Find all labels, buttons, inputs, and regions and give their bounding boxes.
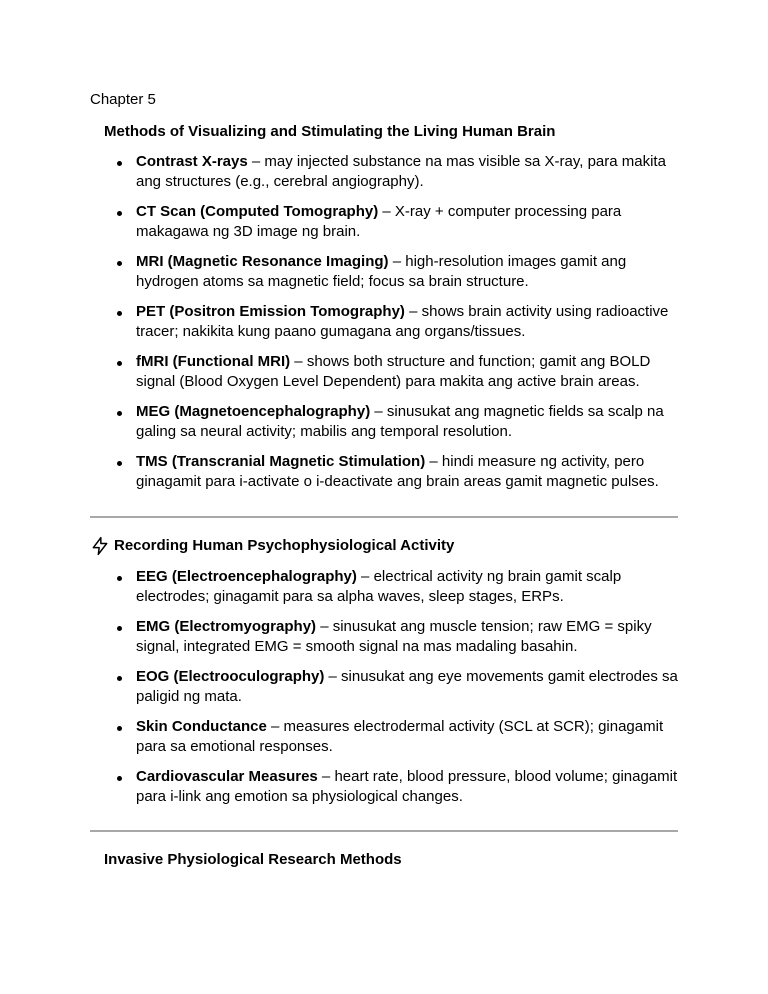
bullet-icon [117, 261, 122, 266]
chapter-label: Chapter 5 [90, 91, 156, 108]
bullet-icon [117, 726, 122, 731]
list-item: Skin Conductance – measures electrodermal activity (SCL at SCR); ginagamit para sa emotional responses. [0, 717, 768, 757]
list-item: TMS (Transcranial Magnetic Stimulation) – hindi measure ng activity, pero ginagamit para i-activate o i-deactivate ang brain areas gamit magnetic pulses. [0, 452, 768, 492]
bullet-icon [117, 461, 122, 466]
list-item: MEG (Magnetoencephalography) – sinusukat ang magnetic fields sa scalp na galing sa neural activity; mabilis ang temporal resolution. [0, 402, 768, 442]
list-item: Contrast X-rays – may injected substance na mas visible sa X-ray, para makita ang structures (e.g., cerebral angiography). [0, 152, 768, 192]
bullet-icon [117, 311, 122, 316]
bullet-icon [117, 411, 122, 416]
list-item: EEG (Electroencephalography) – electrical activity ng brain gamit scalp electrodes; ginagamit para sa alpha waves, sleep stages, ERPs. [0, 567, 768, 607]
lightning-bolt-icon [90, 536, 110, 556]
list-item: Cardiovascular Measures – heart rate, blood pressure, blood volume; ginagamit para i-link ang emotion sa physiological changes. [0, 767, 768, 807]
list-item: EOG (Electrooculography) – sinusukat ang eye movements gamit electrodes sa paligid ng mata. [0, 667, 768, 707]
list-item: MRI (Magnetic Resonance Imaging) – high-resolution images gamit ang hydrogen atoms sa magnetic field; focus sa brain structure. [0, 252, 768, 292]
section-heading-psychophysiological [90, 536, 454, 556]
bullet-icon [117, 161, 122, 166]
bullet-icon [117, 576, 122, 581]
list-item: fMRI (Functional MRI) – shows both structure and function; gamit ang BOLD signal (Blood Oxygen Level Dependent) para makita ang active brain areas. [0, 352, 768, 392]
bullet-icon [117, 626, 122, 631]
bullet-icon [117, 676, 122, 681]
section-heading-label: Recording Human Psychophysiological Activity [114, 537, 455, 554]
list-item: EMG (Electromyography) – sinusukat ang muscle tension; raw EMG = spiky signal, integrated EMG = smooth signal na mas madaling basahin. [0, 617, 768, 657]
horizontal-divider [90, 830, 678, 832]
bullet-icon [117, 776, 122, 781]
section-heading-visualizing: Methods of Visualizing and Stimulating the Living Human Brain [104, 123, 556, 140]
horizontal-divider [90, 516, 678, 518]
psychophysiological-list [0, 567, 768, 817]
list-item: PET (Positron Emission Tomography) – shows brain activity using radioactive tracer; nakikita kung paano gumagana ang organs/tissues. [0, 302, 768, 342]
visualizing-methods-list [0, 152, 768, 502]
bullet-icon [117, 361, 122, 366]
section-heading-invasive: Invasive Physiological Research Methods [104, 851, 402, 868]
bullet-icon [117, 211, 122, 216]
list-item: CT Scan (Computed Tomography) – X-ray + computer processing para makagawa ng 3D image ng brain. [0, 202, 768, 242]
